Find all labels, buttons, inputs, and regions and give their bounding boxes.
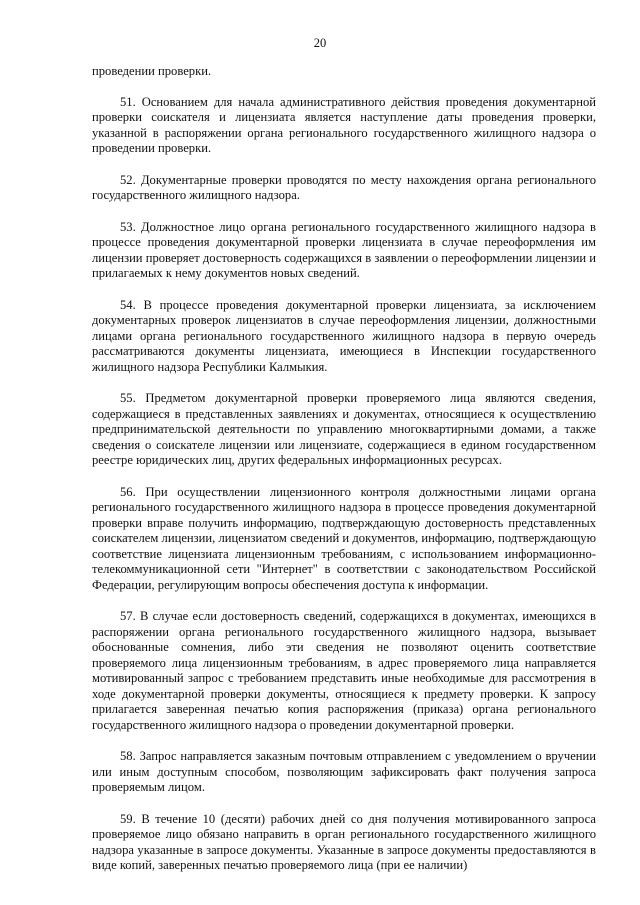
paragraph-57: 57. В случае если достоверность сведений, содержащихся в документах, имеющихся в распоряжении органа регионального государственного жилищного надзора, вызывает обоснованные сомнения, либо эти сведения не позволяют оценить соответствие проверяемого лица лицензионным требованиям, в адрес проверяемого лица направляется мотивированный запрос с требованием представить иные необходимые для рассмотрения в ходе документарной проверки документы, относящиеся к предмету проверки. К запросу прилагается заверенная печатью копия распоряжения (приказа) органа регионального государственного жилищного надзора о проведении документарной проверки. xyxy=(92,609,596,732)
continuation-text: проведении проверки. xyxy=(92,64,212,78)
paragraph-58: 58. Запрос направляется заказным почтовым отправлением с уведомлением о вручении или иным доступным способом, позволяющим зафиксировать факт получения запроса проверяемым лицом. xyxy=(92,749,596,794)
paragraph-52: 52. Документарные проверки проводятся по месту нахождения органа регионального государственного жилищного надзора. xyxy=(92,172,596,202)
paragraph-59: 59. В течение 10 (десяти) рабочих дней со дня получения мотивированного запроса проверяемое лицо обязано направить в орган регионального государственного жилищного надзора указанные в запросе документы. Указанные в запросе документы предоставляются в виде копий, заверенных печатью проверяемого лица (при ее наличии) xyxy=(92,811,596,872)
paragraph-56: 56. При осуществлении лицензионного контроля должностными лицами органа регионального государственного жилищного надзора в процессе проведения документарной проверки вправе получить информацию, подтверждающую достоверность представленных соискателем лицензии, лицензиатом сведений и документов, информацию, подтверждающую соответствие лицензиата лицензионным требованиям, с использованием информационно-телекоммуникационной сети "Интернет" в соответствии с законодательством Российской Федерации, регулирующим вопросы обеспечения доступа к информации. xyxy=(92,484,596,592)
paragraph-53: 53. Должностное лицо органа регионального государственного жилищного надзора в процессе проведения документарной проверки лицензиата в случае переоформления им лицензии проверяет достоверность содержащихся в заявлении о переоформлении лицензии и прилагаемых к нему документов новых сведений. xyxy=(92,219,596,280)
paragraph-55: 55. Предметом документарной проверки проверяемого лица являются сведения, содержащиеся в представленных заявлениях и документах, относящиеся к осуществлению предпринимательской деятельности по управлению многоквартирными домами, а также сведения о соискателе лицензии или лицензиате, содержащиеся в едином государственном реестре юридических лиц, других федеральных информационных ресурсах. xyxy=(92,391,596,467)
page-number: 20 xyxy=(313,36,327,50)
paragraph-51: 51. Основанием для начала административного действия проведения документарной проверки соискателя и лицензиата является наступление даты проведения проверки, указанной в распоряжении органа регионального государственного жилищного надзора о проведении проверки. xyxy=(92,94,596,155)
paragraph-54: 54. В процессе проведения документарной проверки лицензиата, за исключением документарных проверок лицензиатов в случае переоформления лицензии, должностными лицами органа регионального государственного жилищного надзора в первую очередь рассматриваются документы лицензиата, имеющиеся в Инспекции государственного жилищного надзора Республики Калмыкия. xyxy=(92,297,596,374)
document-body xyxy=(92,64,596,890)
